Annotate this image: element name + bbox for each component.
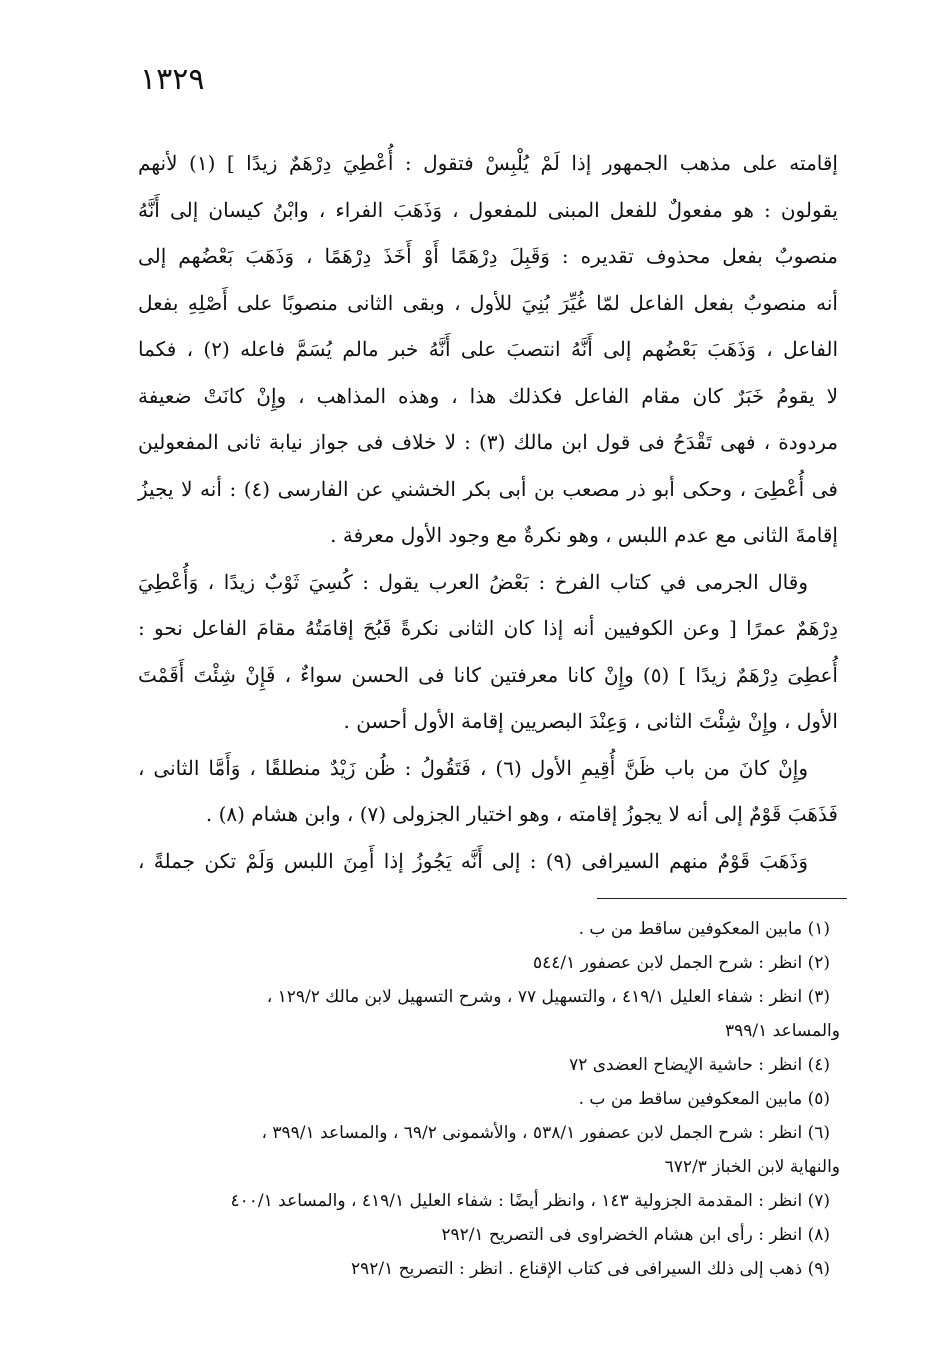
text-line: أنه منصوبٌ بفعل الفاعل لمّا غُيِّرَ بُنِيَ للأول ، وبقى الثانى منصوبًا على أَصْلِهِ بفعل: [138, 290, 838, 315]
footnote-line: (٩) ذهب إلى ذلك السيرافى فى كتاب الإقناع . انظر : التصريح ٢٩٢/١: [351, 1259, 830, 1279]
footnote-line: (٢) انظر : شرح الجمل لابن عصفور ٥٤٤/١: [532, 953, 830, 973]
text-line: وقال الجرمى في كتاب الفرخ : بَعْضُ العرب يقول : كُسِيَ ثَوْبٌ زيدًا ، وَأُعْطِيَ: [138, 569, 808, 594]
text-line: أُعطِىَ دِرْهَمٌ زيدًا ] (٥) وإِنْ كانا معرفتين كانا فى الحسن سواءٌ ، فَإِنْ شِئْتَ أَقَمْتَ: [138, 662, 838, 687]
footnote-line: والمساعد ٣٩٩/١: [724, 1021, 840, 1041]
text-line: الفاعل ، وَذَهَبَ بَعْضُهم إلى أَنَّهُ انتصبَ على أَنَّهُ خبر مالم يُسَمَّ فاعله (٢) ، فكما: [138, 337, 839, 361]
text-line: دِرْهَمٌ عمرًا [ وعن الكوفيين أنه إذا كان الثانى نكرةً قَبُحَ إقامَتُهُ مقامَ الفاعل نحو :: [138, 616, 838, 640]
footnote-line: (٤) انظر : حاشية الإيضاح العضدى ٧٢: [569, 1055, 830, 1075]
text-line: فى أُعْطِىَ ، وحكى أبو ذر مصعب بن أبى بكر الخشني عن الفارسى (٤) : أنه لا يجيزُ: [138, 476, 838, 501]
footnote-line: (٣) انظر : شفاء العليل ٤١٩/١ ، والتسهيل ٧٧ ، وشرح التسهيل لابن مالك ١٢٩/٢ ،: [266, 987, 830, 1007]
text-line: إقامته على مذهب الجمهور إذا لَمْ يُلْبِسْ فتقول : أُعْطِيَ دِرْهَمٌ زيدًا ] (١) لأنهم: [138, 151, 838, 175]
text-line: منصوبٌ بفعل محذوف تقديره : وَقَبِلَ دِرْهَمًا أَوْ أَخَذَ دِرْهَمًا ، وَذَهَبَ بَعْضُهم إلى: [138, 244, 838, 268]
footnote-line: والنهاية لابن الخباز ٦٧٢/٣: [664, 1157, 840, 1177]
text-line: وإِنْ كانَ من باب ظَنَّ أُقِيمِ الأول (٦) ، فَتَقُولُ : ظُن زَيْدٌ منطلقًا ، وَأَمَّا الثانى ،: [138, 755, 808, 780]
footnote-line: (٨) انظر : رأى ابن هشام الخضراوى فى التصريح ٢٩٢/١: [441, 1225, 830, 1245]
footnote-line: (١) مابين المعكوفين ساقط من ب .: [578, 919, 830, 939]
footnote-line: (٥) مابين المعكوفين ساقط من ب .: [578, 1089, 830, 1109]
page-number: ١٣٢٩: [140, 62, 205, 97]
footnote-line: (٦) انظر : شرح الجمل لابن عصفور ٥٣٨/١ ، والأشمونى ٦٩/٢ ، والمساعد ٣٩٩/١ ،: [261, 1123, 830, 1143]
footnote-divider: [597, 898, 847, 899]
text-line: إقامةَ الثانى مع عدم اللبس ، وهو نكرةٌ مع وجود الأول معرفة .: [330, 523, 838, 547]
footnote-line: (٧) انظر : المقدمة الجزولية ١٤٣ ، وانظر أيضًا : شفاء العليل ٤١٩/١ ، والمساعد ٤٠٠/١: [230, 1191, 830, 1211]
text-line: وَذَهَبَ قَوْمٌ منهم السيرافى (٩) : إلى أَنَّه يَجُوزُ إذا أَمِنَ اللبس وَلَمْ تكن جملةً ،: [138, 848, 808, 873]
text-line: يقولون : هو مفعولٌ للفعل المبنى للمفعول ، وَذَهَبَ الفراء ، وابْنُ كيسان إلى أَنَّهُ: [138, 197, 838, 222]
text-line: فَذَهَبَ قَوْمٌ إلى أنه لا يجوزُ إقامته ، وهو اختيار الجزولى (٧) ، وابن هشام (٨) .: [205, 802, 838, 826]
text-line: الأول ، وإِنْ شِئْتَ الثانى ، وَعِنْدَ البصريين إقامة الأول أحسن .: [343, 709, 838, 733]
text-line: لا يقومُ خَبَرٌ كان مقام الفاعل فكذلك هذا ، وهذه المذاهب ، وإِنْ كانَتْ ضعيفة: [138, 383, 838, 408]
text-line: مردودة ، فهى تَقْدَحُ فى قول ابن مالك (٣) : لا خلاف فى جواز نيابة ثانى المفعولين: [138, 430, 838, 454]
body-text: [138, 140, 838, 884]
footnotes: [150, 912, 840, 1286]
